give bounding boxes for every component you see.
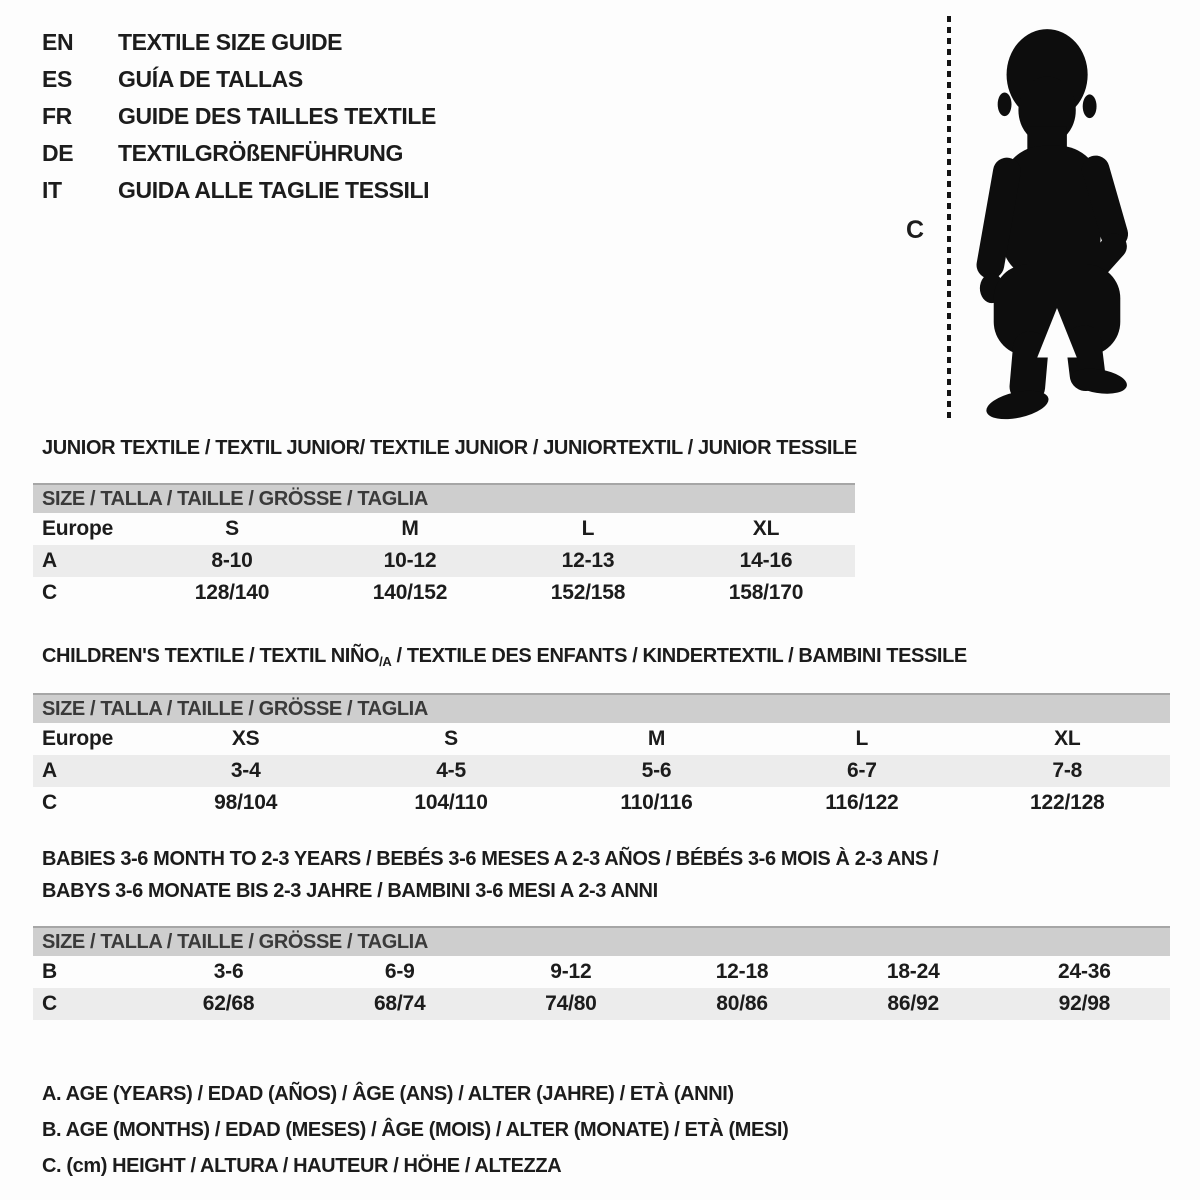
legend-guide-title: GUÍA DE TALLAS xyxy=(118,66,303,92)
value-cell: 5-6 xyxy=(641,759,672,782)
section-junior xyxy=(33,432,855,609)
title-text: / TEXTILE DES ENFANTS / KINDERTEXTIL / BAMBINI TESSILE xyxy=(391,645,967,667)
value-cell: XS xyxy=(231,727,260,750)
value-cell: 4-5 xyxy=(436,759,466,782)
size-header-bar xyxy=(33,693,1170,723)
table-row-europe xyxy=(33,513,855,545)
value-cell: 9-12 xyxy=(550,960,592,983)
size-table-babies xyxy=(33,956,1170,1020)
value-cell: 86/92 xyxy=(887,992,939,1015)
legend-row-it xyxy=(42,172,436,209)
legend-row-fr xyxy=(42,98,436,135)
value-cell: 80/86 xyxy=(716,992,768,1015)
row-label-cell: B xyxy=(42,960,57,983)
value-cell: S xyxy=(225,517,239,540)
value-cell: 7-8 xyxy=(1052,759,1083,782)
value-cell: 62/68 xyxy=(202,992,255,1015)
value-cell: 12-13 xyxy=(561,549,615,572)
section-title-junior xyxy=(33,432,855,464)
legend-language-code: IT xyxy=(42,177,62,203)
value-cell: L xyxy=(855,727,869,750)
value-cell: 8-10 xyxy=(211,549,253,572)
section-title-babies xyxy=(33,875,1170,907)
table-body xyxy=(33,513,855,609)
legend-row-es xyxy=(42,61,436,98)
legend-language-code: DE xyxy=(42,140,74,166)
row-label-cell: A xyxy=(42,549,57,572)
value-cell: XL xyxy=(1054,727,1081,750)
legend-row-en xyxy=(42,24,436,61)
table-row-c xyxy=(33,787,1170,819)
value-cell: 24-36 xyxy=(1058,960,1111,983)
value-cell: 18-24 xyxy=(886,960,940,983)
row-label-cell: C xyxy=(42,791,57,814)
value-cell: 122/128 xyxy=(1030,791,1105,814)
height-measure-dashed-line xyxy=(947,16,951,420)
value-cell: M xyxy=(401,517,419,540)
legend-language-code: ES xyxy=(42,66,72,92)
footnote-line-2: B. AGE (MONTHS) / EDAD (MESES) / ÂGE (MOIS) / ALTER (MONATE) / ETÀ (MESI) xyxy=(42,1119,789,1141)
size-table-junior xyxy=(33,513,855,609)
legend-guide-title: GUIDE DES TAILLES TEXTILE xyxy=(118,103,436,129)
title-text: CHILDREN'S TEXTILE / TEXTIL NIÑO xyxy=(42,645,380,667)
language-legend xyxy=(42,24,436,209)
table-row-c xyxy=(33,988,1170,1020)
title-text: BABIES 3-6 MONTH TO 2-3 YEARS / BEBÉS 3-6 MESES A 2-3 AÑOS / BÉBÉS 3-6 MOIS À 2-3 ANS / xyxy=(42,848,939,870)
row-label-cell: A xyxy=(42,759,57,782)
value-cell: 98/104 xyxy=(214,791,278,814)
table-body xyxy=(33,723,1170,819)
value-cell: 158/170 xyxy=(728,581,804,604)
value-cell: 74/80 xyxy=(545,992,597,1015)
row-label-cell: Europe xyxy=(42,517,114,540)
value-cell: 152/158 xyxy=(550,581,626,604)
value-cell: 92/98 xyxy=(1058,992,1111,1015)
title-subscript: /A xyxy=(379,654,392,669)
section-title-babies xyxy=(33,843,1170,875)
height-measure-label: C xyxy=(906,216,925,244)
section-children xyxy=(33,640,1170,819)
value-cell: 12-18 xyxy=(715,960,769,983)
size-header-label: SIZE / TALLA / TAILLE / GRÖSSE / TAGLIA xyxy=(42,697,428,720)
value-cell: 68/74 xyxy=(373,992,426,1015)
size-header-label: SIZE / TALLA / TAILLE / GRÖSSE / TAGLIA xyxy=(42,930,428,953)
size-header-bar xyxy=(33,483,855,513)
legend-row-de xyxy=(42,135,436,172)
value-cell: 6-9 xyxy=(384,960,415,983)
row-label-cell: C xyxy=(42,992,57,1015)
row-label-cell: Europe xyxy=(42,727,114,750)
section-babies xyxy=(33,843,1170,1020)
value-cell: S xyxy=(444,727,458,750)
table-row-b xyxy=(33,956,1170,988)
value-cell: M xyxy=(647,727,666,750)
table-row-a xyxy=(33,545,855,577)
size-header-bar xyxy=(33,926,1170,956)
value-cell: 110/116 xyxy=(620,791,693,814)
section-title-children xyxy=(33,640,1170,674)
value-cell: 128/140 xyxy=(194,581,270,604)
legend-guide-title: GUIDA ALLE TAGLIE TESSILI xyxy=(118,177,430,203)
table-row-c xyxy=(33,577,855,609)
legend-language-code: EN xyxy=(42,29,74,55)
table-row-a xyxy=(33,755,1170,787)
row-label-cell: C xyxy=(42,581,57,604)
value-cell: 3-4 xyxy=(230,759,261,782)
value-cell: 3-6 xyxy=(213,960,244,983)
table-body xyxy=(33,956,1170,1020)
value-cell: 116/122 xyxy=(825,791,899,814)
size-table-children xyxy=(33,723,1170,819)
legend-guide-title: TEXTILGRÖßENFÜHRUNG xyxy=(118,140,403,166)
value-cell: 10-12 xyxy=(383,549,437,572)
title-text: BABYS 3-6 MONATE BIS 2-3 JAHRE / BAMBINI 3-6 MESI A 2-3 ANNI xyxy=(42,880,658,902)
value-cell: XL xyxy=(752,517,780,540)
legend-guide-title: TEXTILE SIZE GUIDE xyxy=(118,29,343,55)
value-cell: L xyxy=(581,517,595,540)
title-text: JUNIOR TEXTILE / TEXTIL JUNIOR/ TEXTILE JUNIOR / JUNIORTEXTIL / JUNIOR TESSILE xyxy=(42,437,857,459)
value-cell: 104/110 xyxy=(414,791,488,814)
footnotes xyxy=(42,1076,788,1184)
footnote-line-3: C. (cm) HEIGHT / ALTURA / HAUTEUR / HÖHE / ALTEZZA xyxy=(42,1155,562,1177)
value-cell: 14-16 xyxy=(739,549,793,572)
footnote-line-1: A. AGE (YEARS) / EDAD (AÑOS) / ÂGE (ANS) / ALTER (JAHRE) / ETÀ (ANNI) xyxy=(42,1083,734,1105)
legend-language-code: FR xyxy=(42,103,72,129)
value-cell: 140/152 xyxy=(372,581,448,604)
toddler-silhouette-image xyxy=(968,22,1146,420)
size-header-label: SIZE / TALLA / TAILLE / GRÖSSE / TAGLIA xyxy=(42,487,428,510)
table-row-europe xyxy=(33,723,1170,755)
value-cell: 6-7 xyxy=(846,759,877,782)
